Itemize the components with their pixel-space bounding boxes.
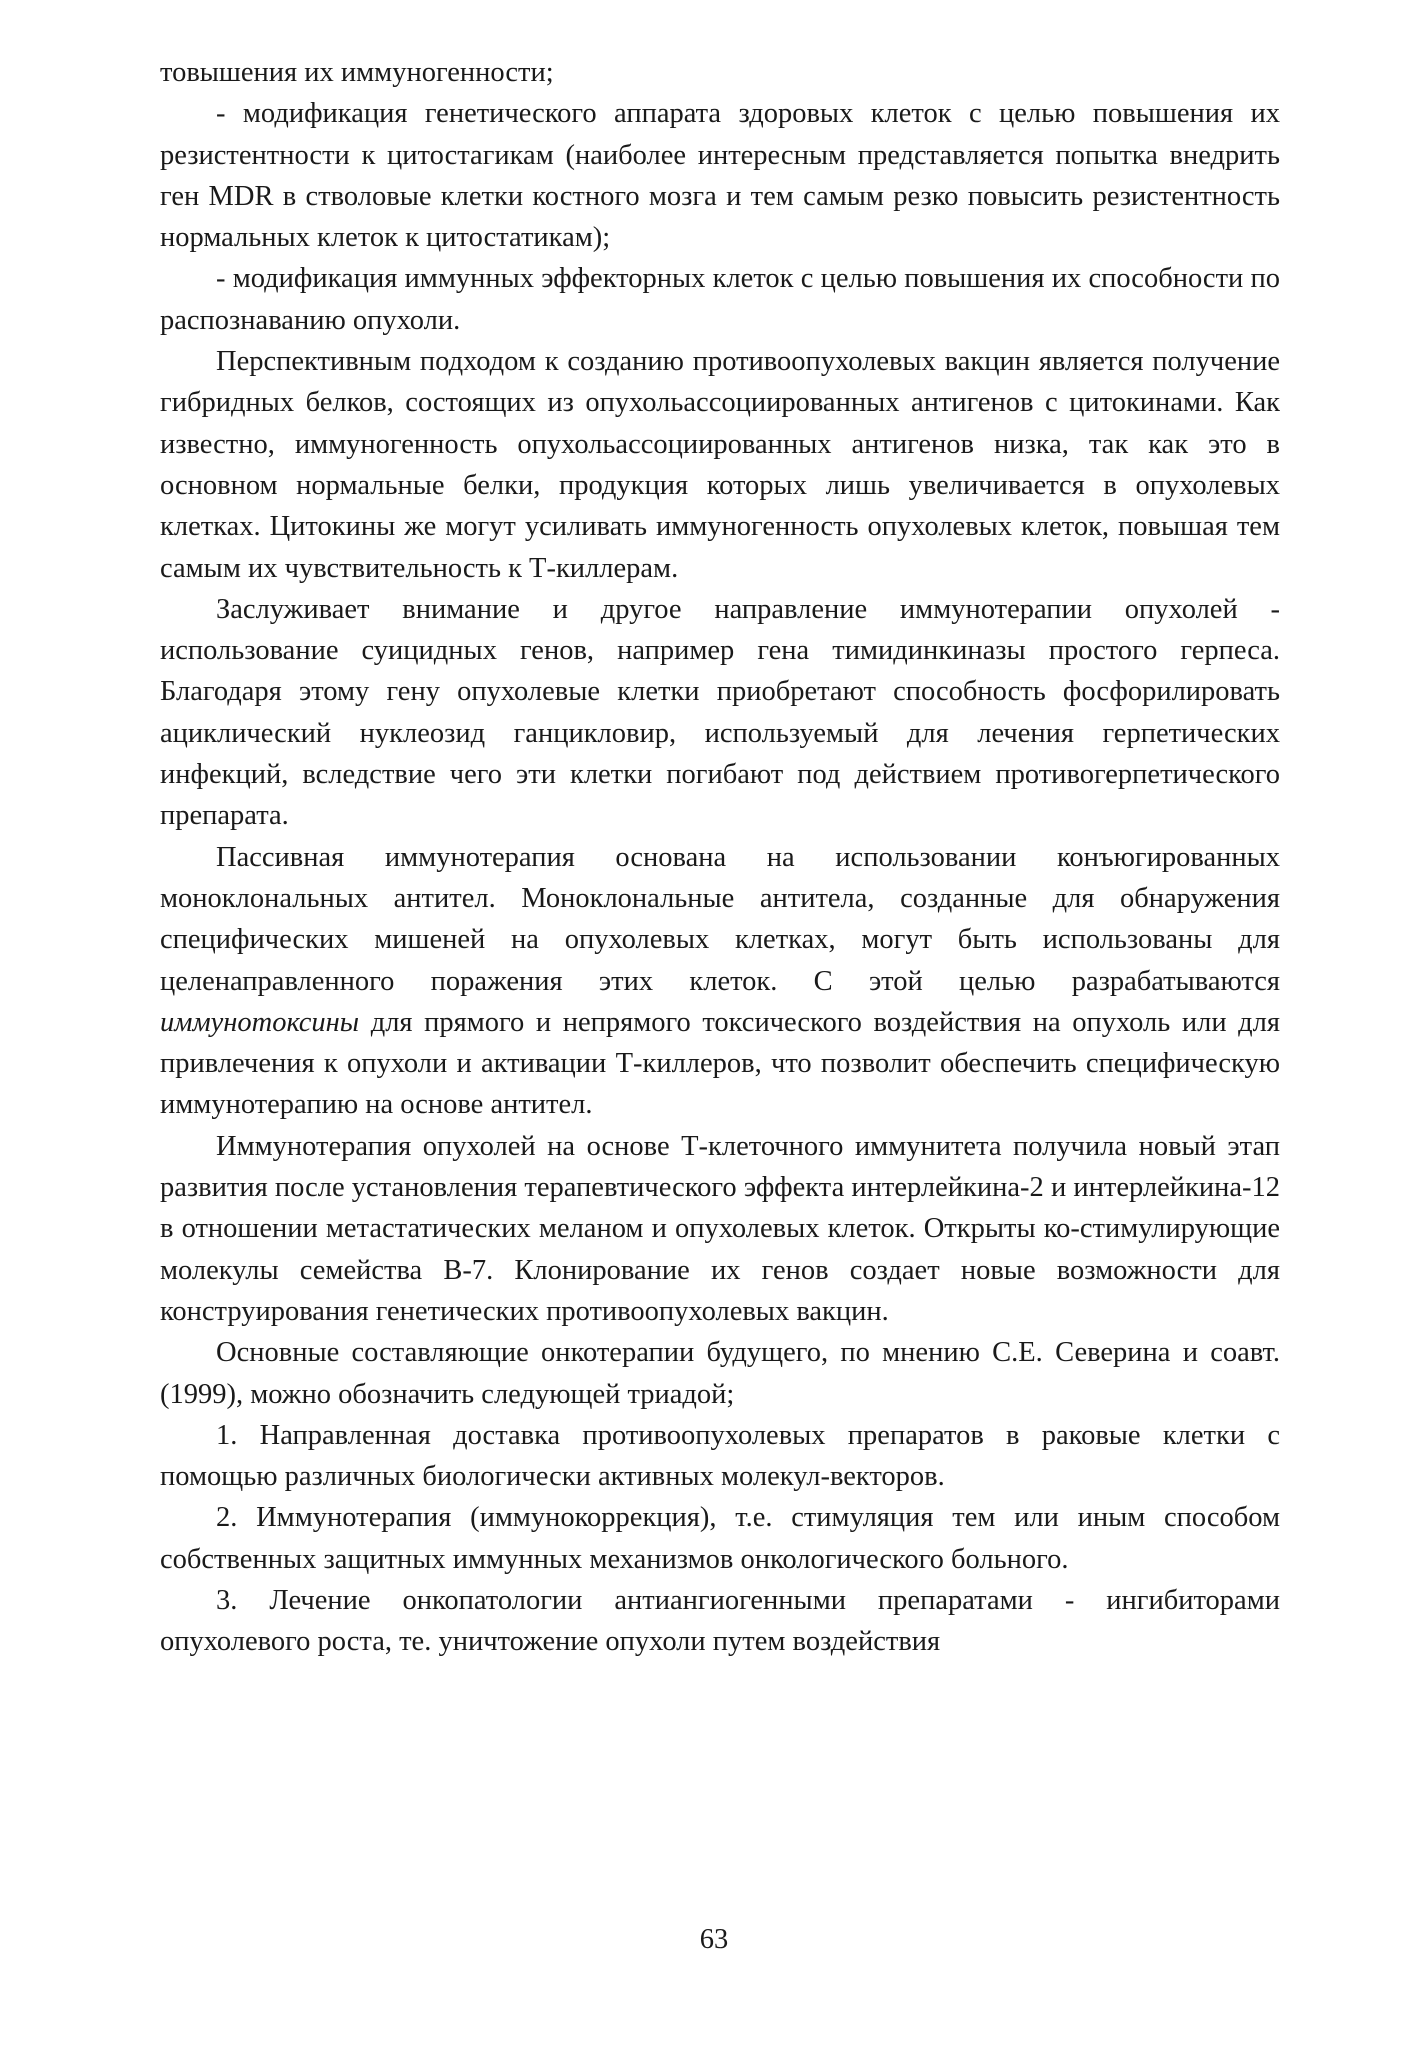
paragraph-t-cell-immunotherapy: Иммунотерапия опухолей на основе Т-клеточного иммунитета получила новый этап развития после установления терапевтического эффекта интерлейкина-2 и интерлейкина-12 в отношении метастатических меланом и опухолевых клеток. Открыты ко-стимулирующие молекулы семейства В-7. Клонирование их генов создает новые возможности для конструирования генетических противоопухолевых вакцин. [160,1130,1280,1327]
triad-item-3: 3. Лечение онкопатологии антиангиогенными препаратами - ингибиторами опухолевого роста, те. уничтожение опухоли путем воздействия [160,1584,1280,1658]
immunotoxins-term: иммунотоксины [160,1006,360,1038]
paragraph-hybrid-proteins: Перспективным подходом к созданию противоопухолевых вакцин является получение гибридных белков, состоящих из опухольассоциированных антигенов с цитокинами. Как известно, иммуногенность опухольассоциированных антигенов низка, так как это в основном нормальные белки, продукция которых лишь увеличивается в опухолевых клетках. Цитокины же могут усиливать иммуногенность опухолевых клеток, повышая тем самым их чувствительность к Т-киллерам. [160,346,1280,584]
page-number: 63 [699,1924,729,1955]
paragraph-list-item-genetic-modification: - модификация генетического аппарата здоровых клеток с целью повышения их резистентности к цитостагикам (наиболее интересным представляется попытка внедрить ген MDR в стволовые клетки костного мозга и тем самым резко повысить резистентность нормальных клеток к цитостатикам); [160,98,1280,254]
triad-item-1: 1. Направленная доставка противоопухолевых препаратов в раковые клетки с помощью различных биологически активных молекул-векторов. [160,1419,1280,1493]
paragraph-triad-intro: Основные составляющие онкотерапии будущего, по мнению С.Е. Северина и соавт. (1999), можно обозначить следующей триадой; [160,1337,1280,1410]
passive-immunotherapy-text-before: Пассивная иммунотерапия основана на использовании конъюгированных моноклональных антител. Моноклональные антитела, созданные для обнаружения специфических мишеней на опухолевых клетках, могут быть использованы для целенаправленного поражения этих клеток. С этой целью разрабатываются [160,841,1280,997]
paragraph-continuation: товышения их иммуногенности; [160,57,554,88]
paragraph-suicide-genes: Заслуживает внимание и другое направление иммунотерапии опухолей - использование суицидных генов, например гена тимидинкиназы простого герпеса. Благодаря этому гену опухолевые клетки приобретают способность фосфорилировать ациклический нуклеозид ганцикловир, используемый для лечения герпетических инфекций, вследствие чего эти клетки погибают под действием противогерпетического препарата. [160,593,1280,832]
paragraph-list-item-immune-effector: - модификация иммунных эффекторных клеток с целью повышения их способности по распознаванию опухоли. [160,263,1280,336]
paragraph-passive-immunotherapy [160,837,1280,1126]
triad-item-2: 2. Иммунотерапия (иммунокоррекция), т.е. стимуляция тем или иным способом собственных защитных иммунных механизмов онкологического больного. [160,1502,1280,1575]
passive-immunotherapy-text-after: для прямого и непрямого токсического воздействия на опухоль или для привлечения к опухоли и активации Т-киллеров, что позволит обеспечить специфическую иммунотерапию на основе антител. [160,1006,1280,1121]
page-body [160,52,1280,1663]
